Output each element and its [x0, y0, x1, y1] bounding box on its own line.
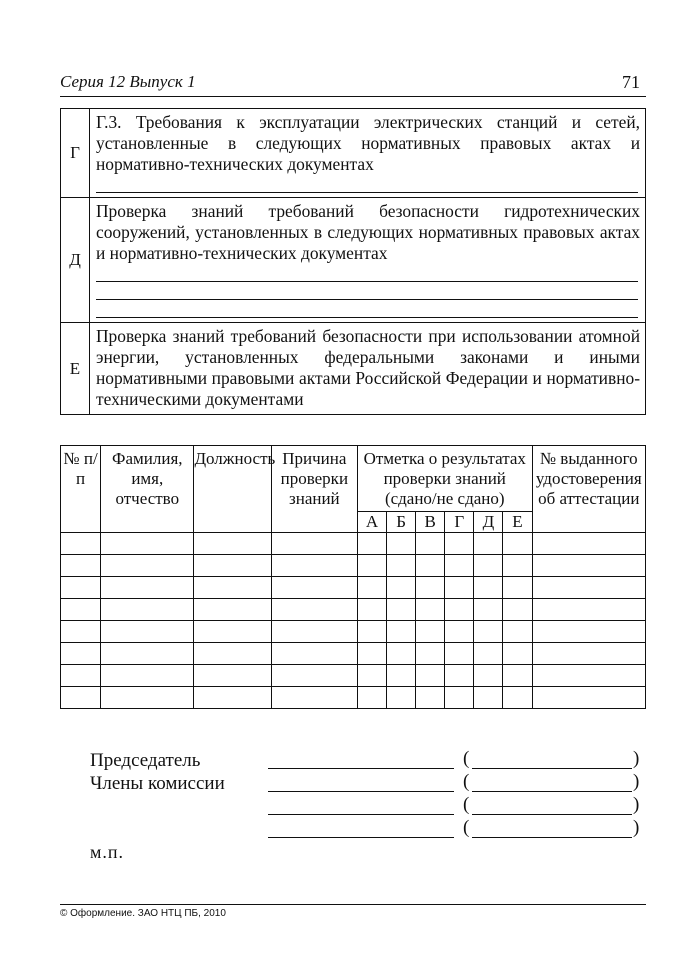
table-cell [61, 687, 101, 709]
sections-table [60, 108, 646, 415]
table-cell [416, 555, 445, 577]
results-table [60, 445, 646, 709]
table-cell [357, 555, 386, 577]
open-paren: ( [463, 794, 470, 815]
open-paren: ( [463, 771, 470, 792]
table-cell [271, 643, 357, 665]
table-cell [503, 555, 532, 577]
results-body [61, 533, 646, 709]
header-result: Отметка о результатах проверки знаний (сдано/не сдано) [357, 446, 532, 512]
table-cell [503, 687, 532, 709]
table-cell [387, 555, 416, 577]
subheader-a: А [357, 512, 386, 533]
table-cell [271, 665, 357, 687]
table-cell [474, 533, 503, 555]
table-cell [357, 599, 386, 621]
table-cell [194, 533, 271, 555]
table-cell [416, 687, 445, 709]
fill-line [96, 282, 638, 300]
footer-rule [60, 904, 646, 905]
table-cell [61, 643, 101, 665]
name-line [472, 768, 632, 769]
fill-line [96, 264, 638, 282]
footer-copyright: © Оформление. ЗАО НТЦ ПБ, 2010 [60, 908, 226, 919]
table-cell [194, 621, 271, 643]
table-row [61, 577, 646, 599]
section-text: Проверка знаний требований безопасности при использовании атомной энергии, установленных федеральными законами и иными нормативными правовыми актами Российской Федерации и нормативно-техническими документами [96, 326, 640, 409]
table-cell [271, 577, 357, 599]
table-cell [416, 577, 445, 599]
section-body [90, 198, 646, 323]
subheader-v: В [416, 512, 445, 533]
header-position: Должность [194, 446, 271, 533]
section-g [61, 109, 646, 198]
subheader-d: Д [474, 512, 503, 533]
table-row [61, 687, 646, 709]
table-cell [416, 643, 445, 665]
table-row [61, 555, 646, 577]
section-letter: Д [61, 198, 90, 323]
table-row [61, 533, 646, 555]
name-line [472, 837, 632, 838]
table-cell [474, 555, 503, 577]
table-row [61, 621, 646, 643]
signature-line [268, 791, 454, 792]
table-cell [101, 577, 194, 599]
subheader-e: Е [503, 512, 532, 533]
table-cell [503, 621, 532, 643]
section-body [90, 109, 646, 198]
close-paren: ) [633, 771, 640, 792]
table-cell [357, 533, 386, 555]
table-cell [532, 533, 645, 555]
section-text: Г.3. Требования к эксплуатации электрических станций и сетей, установленные в следующих нормативных правовых актах и нормативно-технических документах [96, 112, 640, 174]
table-cell [532, 665, 645, 687]
table-cell [387, 533, 416, 555]
table-cell [101, 621, 194, 643]
table-cell [61, 665, 101, 687]
table-cell [445, 533, 474, 555]
table-cell [194, 665, 271, 687]
table-cell [61, 533, 101, 555]
table-cell [445, 665, 474, 687]
table-cell [474, 665, 503, 687]
table-row [61, 643, 646, 665]
table-cell [101, 599, 194, 621]
table-cell [387, 687, 416, 709]
table-row [61, 665, 646, 687]
table-cell [416, 621, 445, 643]
table-cell [357, 577, 386, 599]
name-line [472, 791, 632, 792]
table-cell [503, 643, 532, 665]
table-cell [194, 687, 271, 709]
table-cell [416, 599, 445, 621]
table-cell [357, 621, 386, 643]
table-cell [532, 577, 645, 599]
table-cell [416, 533, 445, 555]
table-cell [387, 665, 416, 687]
table-cell [445, 599, 474, 621]
table-cell [474, 577, 503, 599]
section-d [61, 198, 646, 323]
table-cell [61, 599, 101, 621]
table-cell [357, 643, 386, 665]
table-cell [474, 687, 503, 709]
table-cell [357, 687, 386, 709]
close-paren: ) [633, 748, 640, 769]
section-body [90, 323, 646, 415]
table-cell [445, 555, 474, 577]
members-label: Члены комиссии [90, 773, 225, 794]
table-cell [532, 555, 645, 577]
stamp-label: м.п. [90, 842, 125, 862]
table-cell [194, 643, 271, 665]
table-cell [101, 643, 194, 665]
table-cell [532, 621, 645, 643]
table-cell [357, 665, 386, 687]
open-paren: ( [463, 748, 470, 769]
header-name: Фамилия, имя, отчество [101, 446, 194, 533]
table-cell [101, 665, 194, 687]
table-row [61, 599, 646, 621]
table-cell [194, 555, 271, 577]
series-label: Серия 12 Выпуск 1 [60, 72, 196, 91]
table-cell [503, 577, 532, 599]
table-cell [271, 533, 357, 555]
table-cell [271, 599, 357, 621]
subheader-b: Б [387, 512, 416, 533]
table-cell [194, 577, 271, 599]
table-cell [445, 577, 474, 599]
header-reason: Причина проверки знаний [271, 446, 357, 533]
subheader-g: Г [445, 512, 474, 533]
table-cell [101, 533, 194, 555]
table-cell [387, 621, 416, 643]
table-cell [503, 533, 532, 555]
table-cell [61, 621, 101, 643]
table-cell [474, 621, 503, 643]
header-rule [60, 96, 646, 97]
table-cell [445, 687, 474, 709]
close-paren: ) [633, 794, 640, 815]
table-cell [387, 577, 416, 599]
open-paren: ( [463, 817, 470, 838]
table-cell [387, 643, 416, 665]
table-cell [194, 599, 271, 621]
section-text: Проверка знаний требований безопасности гидротехнических сооружений, установленных в следующих нормативных правовых актах и нормативно-технических документах [96, 201, 640, 263]
table-cell [474, 643, 503, 665]
table-cell [101, 555, 194, 577]
close-paren: ) [633, 817, 640, 838]
signature-line [268, 768, 454, 769]
table-cell [271, 555, 357, 577]
table-cell [532, 643, 645, 665]
table-cell [61, 577, 101, 599]
table-cell [61, 555, 101, 577]
table-cell [387, 599, 416, 621]
table-cell [416, 665, 445, 687]
section-letter: Г [61, 109, 90, 198]
table-cell [445, 621, 474, 643]
table-cell [101, 687, 194, 709]
page-number: 71 [622, 72, 640, 92]
section-letter: Е [61, 323, 90, 415]
signature-line [268, 837, 454, 838]
table-cell [503, 665, 532, 687]
name-line [472, 814, 632, 815]
table-cell [503, 599, 532, 621]
table-cell [532, 687, 645, 709]
table-cell [474, 599, 503, 621]
table-cell [445, 643, 474, 665]
table-cell [532, 599, 645, 621]
table-cell [271, 687, 357, 709]
header-certificate: № выданного удостоверения об аттестации [532, 446, 645, 533]
chairman-label: Председатель [90, 750, 201, 771]
fill-line [96, 175, 638, 193]
signature-line [268, 814, 454, 815]
table-cell [271, 621, 357, 643]
fill-line [96, 300, 638, 318]
header-number: № п/п [61, 446, 101, 533]
section-e [61, 323, 646, 415]
